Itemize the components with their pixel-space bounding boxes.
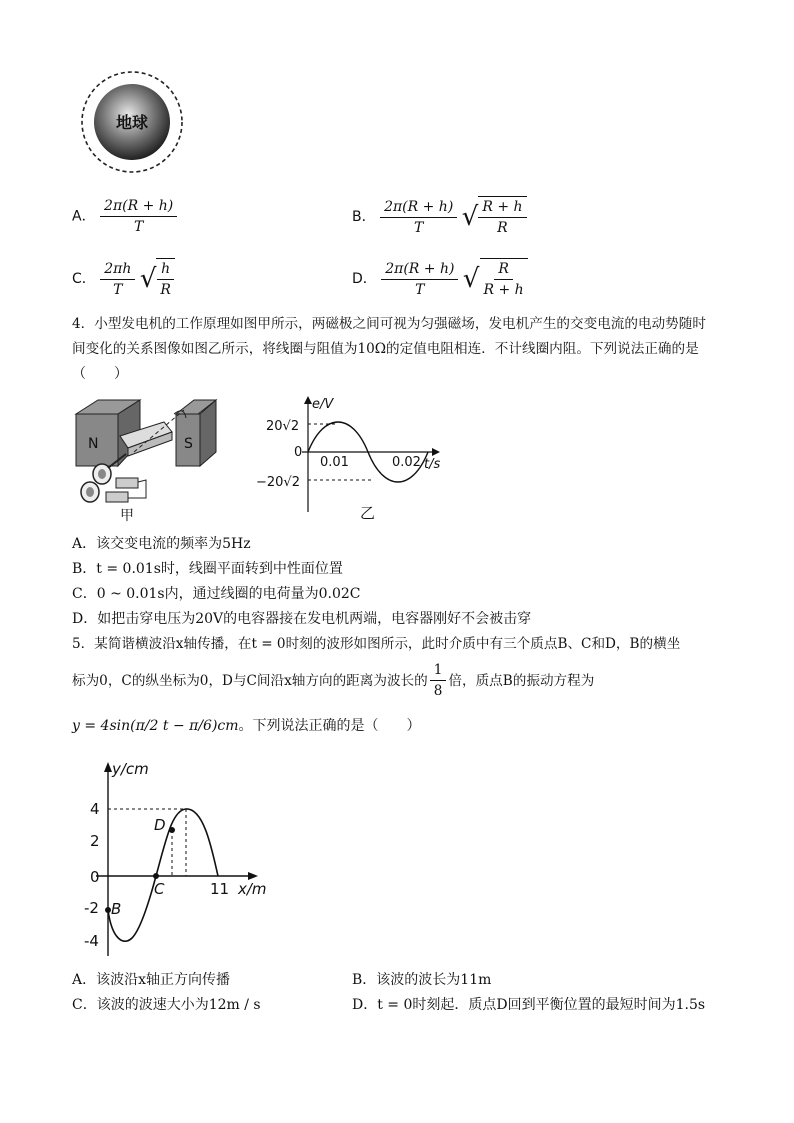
t1-label: 0.01	[320, 455, 349, 470]
q4-option-d[interactable]: D．如把击穿电压为20V的电容器接在发电机两端，电容器刚好不会被击穿	[72, 611, 532, 627]
origin-label: 0	[294, 445, 303, 460]
earth-label: 地球	[115, 113, 149, 132]
point-c-label: C	[154, 880, 165, 898]
q3-option-b[interactable]: B． $\frac{2\pi(R + h)}{T}$ √ $\frac{R + h}{R}$	[352, 196, 527, 238]
tick-0: 0	[90, 868, 100, 886]
q4-stem-line2: 间变化的关系图像如图乙所示，将线圈与阻值为10Ω的定值电阻相连．不计线圈内阻。下列说法正确的是	[72, 341, 699, 357]
y-axis-label: y/cm	[112, 760, 149, 778]
point-b-label: B	[111, 900, 122, 918]
q5-stem-line2: 标为0，C的纵坐标为0，D与C间沿x轴方向的距离为波长的 $\frac{1}{8}$ 倍，质点B的振动方程为	[72, 662, 595, 699]
y-axis-label: e/V	[312, 397, 334, 412]
q4-option-c[interactable]: C．0 ~ 0.01s内，通过线圈的电荷量为0.02C	[72, 586, 361, 602]
sqrt-sign: √ $\frac{R + h}{R}$	[462, 196, 527, 238]
figure-jia-caption: 甲	[120, 508, 134, 524]
q5-option-a[interactable]: A．该波沿x轴正方向传播	[72, 972, 231, 988]
q5-option-b[interactable]: B．该波的波长为11m	[352, 972, 492, 988]
q3-option-a[interactable]: A． $\frac{2\pi(R + h)}{T}$	[72, 196, 177, 237]
tick-2: 2	[90, 832, 100, 850]
wave-graph	[80, 760, 280, 960]
q4-stem-line1: 4．小型发电机的工作原理如图甲所示，两磁极之间可视为匀强磁场，发电机产生的交变电流的电动势随时	[72, 316, 706, 332]
q5-stem-line3: y = 4sin(π/2 t − π/6)cm。下列说法正确的是（ ）	[72, 718, 421, 734]
q4-option-a[interactable]: A．该交变电流的频率为5Hz	[72, 536, 251, 552]
tick-11: 11	[210, 880, 230, 898]
magnet-n-label: N	[88, 436, 99, 452]
q3-a-fraction: $\frac{2\pi(R + h)}{T}$	[100, 196, 177, 237]
q5-equation: y = 4sin(π/2 t − π/6)cm	[72, 718, 239, 734]
sqrt-sign: √ $\frac{h}{R}$	[140, 258, 175, 300]
generator-figure-jia	[68, 392, 228, 528]
earth-orbit-figure	[78, 66, 188, 178]
tick-4: 4	[90, 800, 100, 818]
q3-option-d[interactable]: D． $\frac{2\pi(R + h)}{T}$ √ $\frac{R}{R + h}$	[352, 258, 528, 300]
q4-option-b[interactable]: B．t = 0.01s时，线圈平面转到中性面位置	[72, 561, 343, 577]
tick-neg4: -4	[84, 932, 99, 950]
point-d-marker	[169, 827, 175, 833]
q4-answer-blank: （ ）	[72, 366, 128, 382]
q5-stem-line1: 5．某简谐横波沿x轴传播，在t = 0时刻的波形如图所示，此时介质中有三个质点B、C和D，B的横坐	[72, 636, 681, 652]
x-axis-label: x/m	[238, 880, 267, 898]
tick-neg2: -2	[84, 899, 99, 917]
q5-option-d[interactable]: D．t = 0时刻起．质点D回到平衡位置的最短时间为1.5s	[352, 997, 706, 1013]
sqrt-sign: √ $\frac{R}{R + h}$	[463, 258, 528, 300]
q5-option-c[interactable]: C．该波的波速大小为12m / s	[72, 997, 261, 1013]
sine-positive-half	[308, 422, 368, 452]
ymin-label: −20√2	[256, 475, 300, 490]
x-axis-label: t/s	[424, 457, 441, 472]
figure-yi-caption: 乙	[360, 504, 376, 522]
emf-time-graph-yi	[252, 394, 452, 524]
magnet-s-label: S	[184, 436, 193, 452]
point-d-label: D	[154, 816, 166, 834]
t2-label: 0.02	[392, 455, 421, 470]
q3-option-c[interactable]: C． $\frac{2\pi h}{T}$ √ $\frac{h}{R}$	[72, 258, 175, 300]
ymax-label: 20√2	[266, 419, 300, 434]
point-c-marker	[153, 873, 159, 879]
